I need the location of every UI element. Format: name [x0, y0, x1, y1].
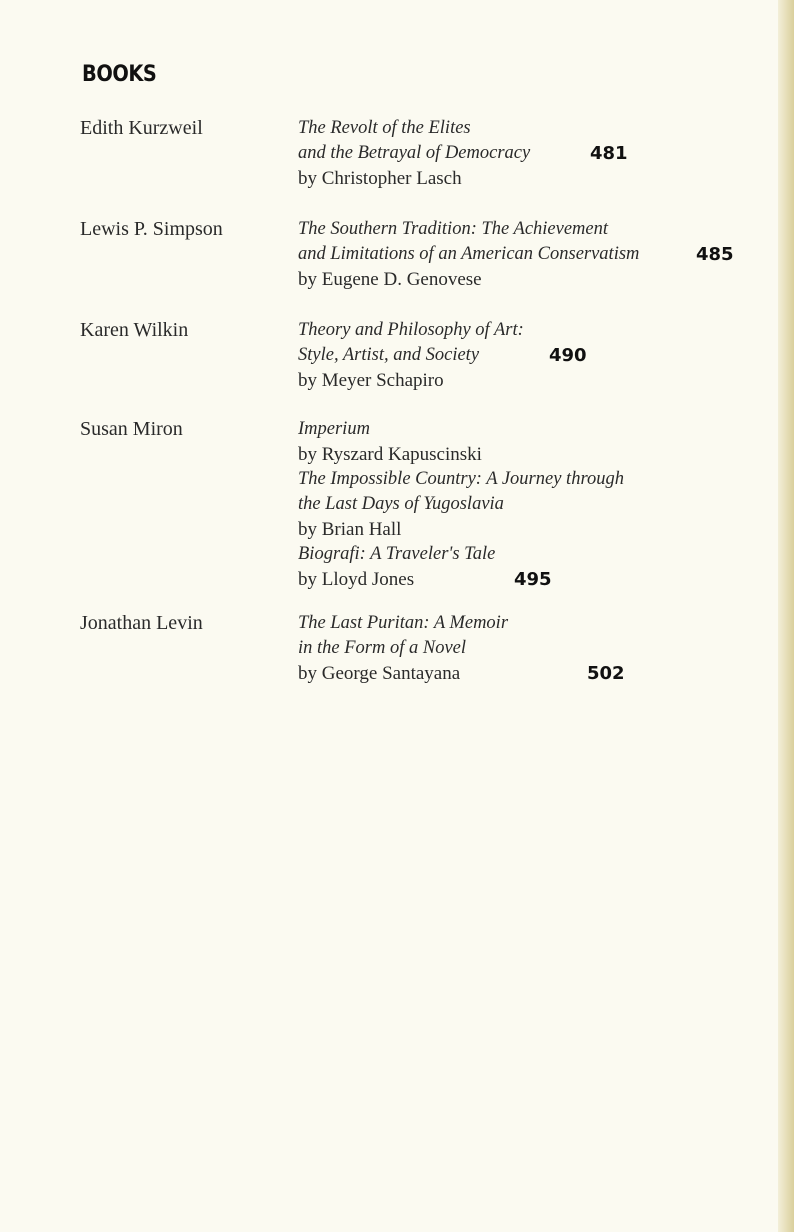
- reviewer-name: Jonathan Levin: [80, 612, 203, 634]
- book-title-line: and the Betrayal of Democracy: [298, 143, 531, 163]
- book-author: by Brian Hall: [298, 519, 402, 540]
- reviewer-name: Lewis P. Simpson: [80, 218, 223, 240]
- reviewer-name: Edith Kurzweil: [80, 117, 203, 139]
- reviewer-name: Karen Wilkin: [80, 319, 189, 341]
- page-number: 481: [590, 143, 628, 164]
- book-author: by Meyer Schapiro: [298, 370, 444, 391]
- book-title-line: Theory and Philosophy of Art:: [298, 320, 524, 340]
- page-edge-shadow: [778, 0, 794, 1232]
- book-title-line: and Limitations of an American Conservatism: [298, 244, 640, 264]
- book-author: by Eugene D. Genovese: [298, 269, 482, 290]
- book-title-line: the Last Days of Yugoslavia: [298, 494, 504, 514]
- book-title-line: in the Form of a Novel: [298, 638, 467, 658]
- page-number: 490: [549, 345, 587, 366]
- page-number: 495: [514, 569, 552, 590]
- book-author: by Christopher Lasch: [298, 168, 462, 189]
- book-title-line: Imperium: [298, 419, 370, 439]
- reviewer-name: Susan Miron: [80, 418, 183, 440]
- book-author: by Lloyd Jones: [298, 569, 415, 590]
- book-title-line: The Last Puritan: A Memoir: [298, 613, 509, 633]
- book-title-line: The Impossible Country: A Journey through: [298, 469, 624, 489]
- book-title-line: The Southern Tradition: The Achievement: [298, 219, 609, 239]
- book-author: by Ryszard Kapuscinski: [298, 444, 482, 465]
- book-title-line: Biografi: A Traveler's Tale: [298, 544, 496, 564]
- section-title: BOOKS: [82, 62, 157, 87]
- book-title-line: The Revolt of the Elites: [298, 118, 471, 138]
- page-number: 485: [696, 244, 734, 265]
- page-number: 502: [587, 663, 625, 684]
- book-title-line: Style, Artist, and Society: [298, 345, 480, 365]
- book-author: by George Santayana: [298, 663, 461, 684]
